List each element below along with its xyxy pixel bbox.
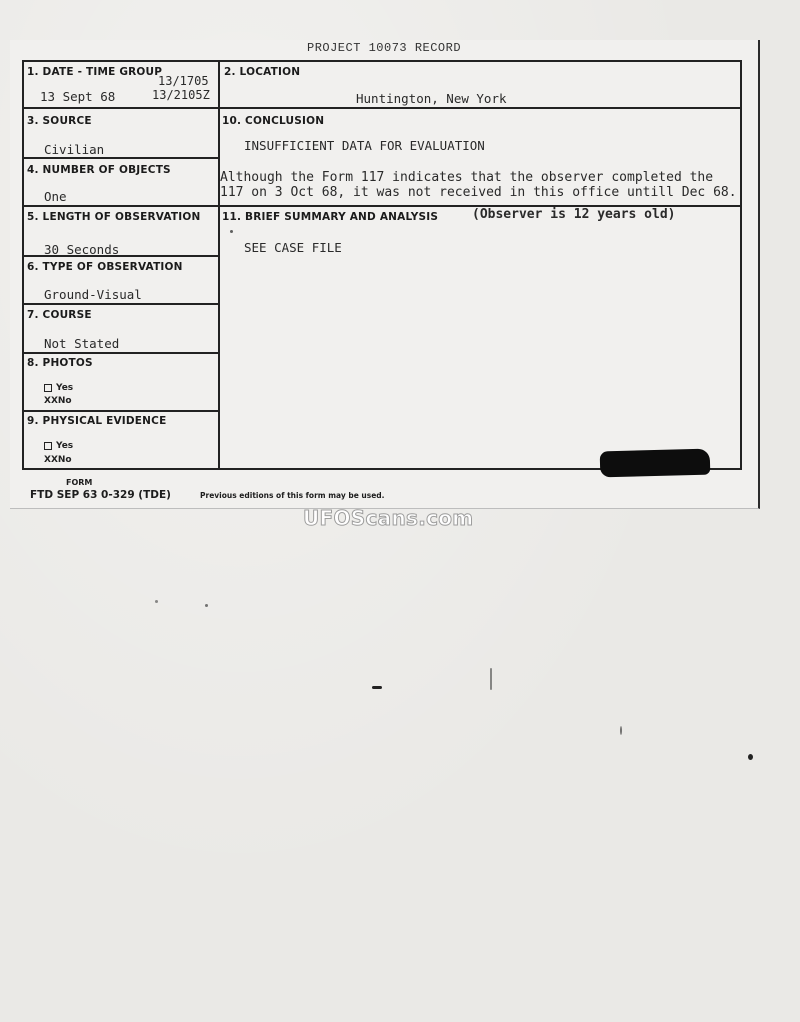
scan-speck <box>748 754 753 760</box>
footer-form-word: FORM <box>66 478 93 487</box>
grid-divider <box>218 62 220 468</box>
type-of-observation-value: Ground-Visual <box>44 287 142 302</box>
physical-evidence-yes-option <box>44 441 73 451</box>
physical-evidence-yes-label: Yes <box>56 441 74 451</box>
physical-evidence-no-label: XXNo <box>44 455 72 465</box>
physical-evidence-label: 9. PHYSICAL EVIDENCE <box>27 415 167 427</box>
photos-yes-label: Yes <box>56 383 74 393</box>
grid-divider <box>24 157 218 159</box>
number-of-objects-value: One <box>44 189 67 204</box>
redaction-mark <box>600 449 711 478</box>
photos-label: 8. PHOTOS <box>27 357 93 369</box>
time-value-local: 13/1705 <box>158 74 209 88</box>
number-of-objects-label: 4. NUMBER OF OBJECTS <box>27 164 171 176</box>
date-time-label: 1. DATE - TIME GROUP <box>27 66 163 78</box>
scan-speck <box>230 230 233 233</box>
date-value: 13 Sept 68 <box>40 89 116 104</box>
summary-note: (Observer is 12 years old) <box>472 207 676 222</box>
scan-speck <box>205 604 208 607</box>
length-of-observation-value: 30 Seconds <box>44 242 120 257</box>
photos-yes-option <box>44 383 73 393</box>
scan-speck <box>372 686 382 689</box>
conclusion-label: 10. CONCLUSION <box>222 115 325 127</box>
physical-evidence-no-option <box>44 455 72 465</box>
grid-divider <box>24 352 218 354</box>
location-label: 2. LOCATION <box>224 66 301 78</box>
length-of-observation-label: 5. LENGTH OF OBSERVATION <box>27 211 201 223</box>
time-value-zulu: 13/2105Z <box>152 88 210 102</box>
conclusion-note-line2: 117 on 3 Oct 68, it was not received in this office untill Dec 68. <box>220 185 737 200</box>
summary-label: 11. BRIEF SUMMARY AND ANALYSIS <box>222 211 439 223</box>
scan-speck <box>620 726 622 735</box>
scan-speck <box>490 668 492 690</box>
conclusion-value: INSUFFICIENT DATA FOR EVALUATION <box>244 138 485 153</box>
summary-value: SEE CASE FILE <box>244 240 342 255</box>
source-label: 3. SOURCE <box>27 115 92 127</box>
grid-divider <box>24 107 740 109</box>
conclusion-note-line1: Although the Form 117 indicates that the observer completed the <box>220 170 714 185</box>
grid-divider <box>24 303 218 305</box>
checkbox-icon <box>44 384 52 392</box>
photos-no-option <box>44 396 72 406</box>
course-value: Not Stated <box>44 336 120 351</box>
photos-no-label: XXNo <box>44 396 72 406</box>
watermark: UFOScans.com <box>303 506 474 530</box>
course-label: 7. COURSE <box>27 309 92 321</box>
location-value: Huntington, New York <box>356 91 507 106</box>
source-value: Civilian <box>44 142 105 157</box>
checkbox-icon <box>44 442 52 450</box>
footer-note: Previous editions of this form may be used. <box>200 491 385 500</box>
grid-divider <box>24 410 218 412</box>
footer-form-id: FTD SEP 63 0-329 (TDE) <box>30 489 171 501</box>
scan-speck <box>155 600 158 603</box>
page-title: PROJECT 10073 RECORD <box>307 41 462 55</box>
type-of-observation-label: 6. TYPE OF OBSERVATION <box>27 261 183 273</box>
